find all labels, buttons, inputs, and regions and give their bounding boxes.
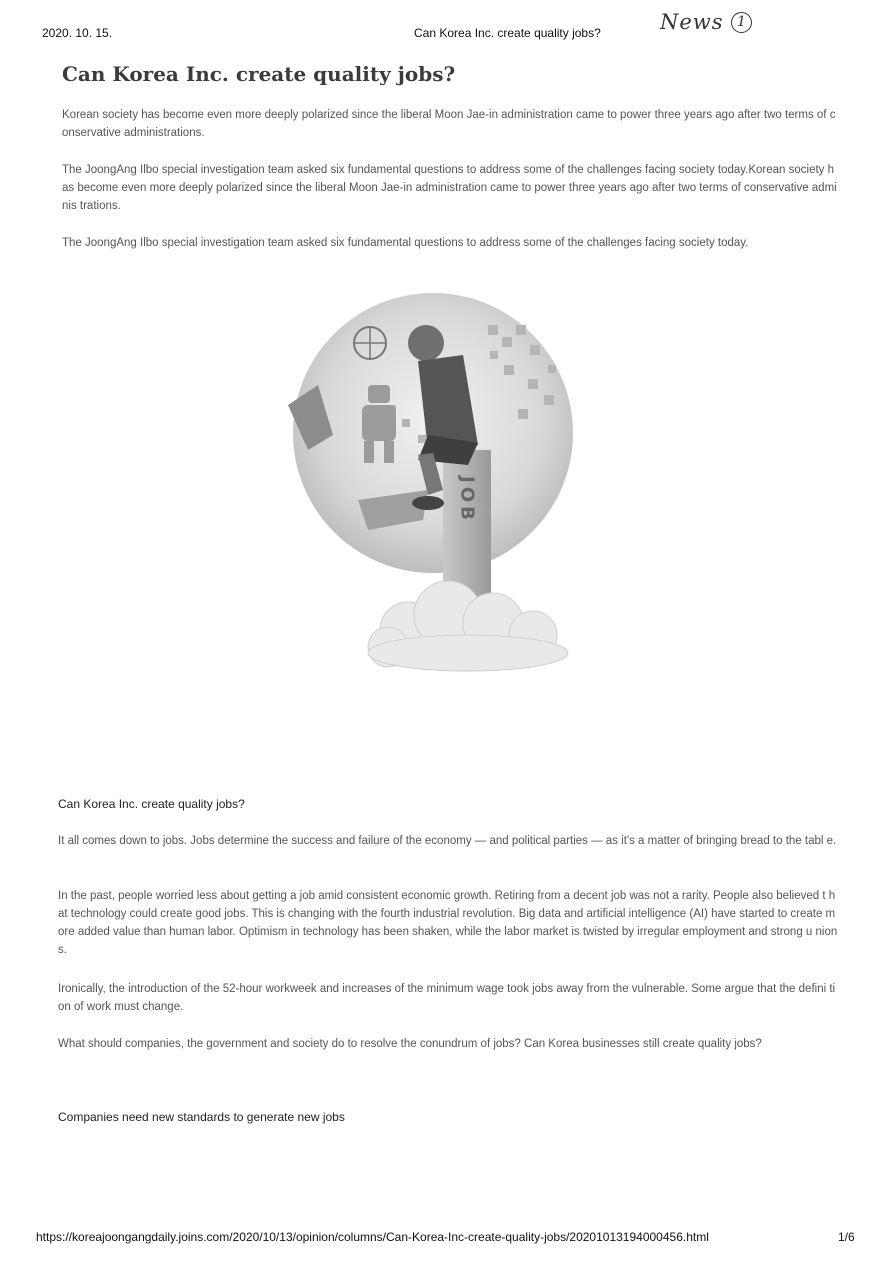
handwritten-note: News [660, 10, 724, 34]
print-page-title: Can Korea Inc. create quality jobs? [414, 26, 601, 40]
pillar-label: JOB [456, 476, 478, 524]
intro-paragraph-3: The JoongAng Ilbo special investigation team asked six fundamental questions to address some of the challenges facing society today. [62, 237, 749, 249]
job-illustration [278, 285, 608, 675]
section-title: Can Korea Inc. create quality jobs? [58, 797, 245, 811]
intro-paragraph-1: Korean society has become even more deeply polarized since the liberal Moon Jae-in administration came to power three years ago after two terms of c onservative administrations. [62, 109, 836, 139]
clouds [368, 581, 568, 671]
handwritten-circled-number: 1 [731, 12, 752, 33]
job-pillar [443, 450, 491, 600]
article-headline: Can Korea Inc. create quality jobs? [62, 62, 456, 86]
intro-paragraph-2: The JoongAng Ilbo special investigation team asked six fundamental questions to address some of the challenges facing society today.Korean society has become even more deeply polarized since the liberal Moon Jae-in administration came to power three years ago after two terms of conservative adminis trations. [62, 164, 837, 212]
subsection-title: Companies need new standards to generate new jobs [58, 1110, 345, 1124]
body-paragraph-2: In the past, people worried less about getting a job amid consistent economic growth. Retiring from a decent job was not a rarity. People also believed t hat technology could create good jobs. This is changing with the fourth industrial revolution. Big data and artificial intelligence (AI) have started to create more added value than human labor. Optimism in technology has been shaken, while the labor market is twisted by irregular employment and strong u nions. [58, 890, 838, 956]
footer-page-number: 1/6 [838, 1230, 855, 1244]
body-paragraph-4: What should companies, the government and society do to resolve the conundrum of jobs? Can Korea businesses still create quality jobs? [58, 1038, 762, 1050]
body-paragraph-1: It all comes down to jobs. Jobs determine the success and failure of the economy — and political parties — as it's a matter of bringing bread to the tabl e. [58, 835, 837, 847]
footer-url: https://koreajoongangdaily.joins.com/2020/10/13/opinion/columns/Can-Korea-Inc-create-quality-jobs/20201013194000456.html [36, 1230, 709, 1244]
print-date: 2020. 10. 15. [42, 26, 113, 40]
body-paragraph-3: Ironically, the introduction of the 52-hour workweek and increases of the minimum wage took jobs away from the vulnerable. Some argue that the defini tion of work must change. [58, 983, 836, 1013]
